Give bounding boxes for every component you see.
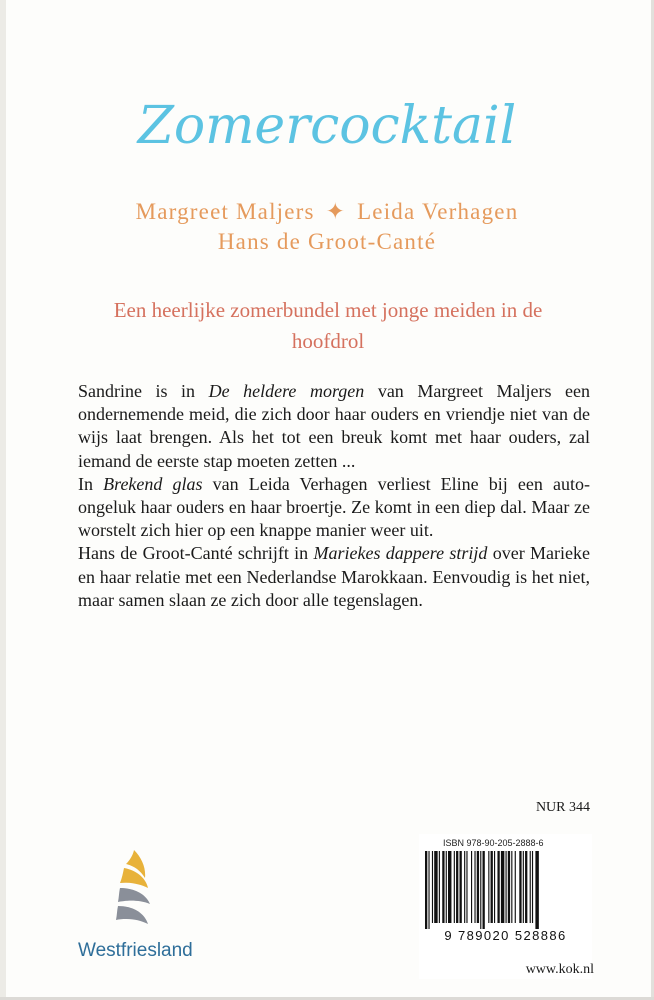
blurb-paragraph — [78, 542, 590, 612]
book-title: Zomercocktail — [137, 96, 517, 156]
blurb-text: van Leida Verhagen verliest Eline bij een auto-ongeluk haar ouders en haar broertje. Ze komt in een diep dal. Maar ze worstelt zich hier op een knappe manier weer uit. — [78, 473, 590, 541]
author-name: Margreet Maljers — [135, 199, 315, 224]
blurb-text: over Marieke en haar relatie met een Nederlandse Marokkaan. Eenvoudig is het niet, maar samen slaan ze zich door alle tegenslagen. — [78, 543, 590, 610]
isbn-number: ISBN 978-90-205-2888-6 — [443, 838, 544, 848]
story-title: Mariekes dappere strijd — [313, 543, 488, 564]
blurb-text: In — [78, 473, 104, 494]
blurb-text: Hans de Groot-Canté schrijft in — [78, 543, 314, 564]
barcode-area — [419, 834, 592, 979]
story-title: De heldere morgen — [208, 381, 365, 401]
tagline: Een heerlijke zomerbundel met jonge meiden in de hoofdrol — [113, 298, 543, 353]
barcode-icon — [419, 851, 592, 929]
star-separator-icon: ✦ — [325, 199, 347, 224]
publisher-url: www.kok.nl — [525, 962, 594, 977]
authors-line-2 — [0, 229, 654, 255]
blurb-text: van Margreet Maljers een ondernemende meid, die zich door haar ouders en vriendje niet van de wijs laat brengen. Als het tot een breuk komt met haar ouders, zal iemand de eerste stap moeten zetten ... — [78, 381, 590, 471]
story-title: Brekend glas — [103, 473, 203, 494]
blurb — [78, 380, 590, 612]
ean-digits: 9 789020 528886 — [444, 928, 567, 943]
author-name: Leida Verhagen — [357, 199, 519, 224]
authors-line-1 — [0, 199, 654, 225]
blurb-paragraph — [78, 380, 590, 473]
author-name: Hans de Groot-Canté — [217, 229, 437, 254]
nur-code: NUR 344 — [535, 800, 590, 815]
sail-logo-icon — [112, 848, 162, 936]
publisher-name: Westfriesland — [78, 940, 193, 961]
blurb-paragraph — [78, 473, 590, 543]
blurb-text: Sandrine is in — [78, 381, 209, 401]
